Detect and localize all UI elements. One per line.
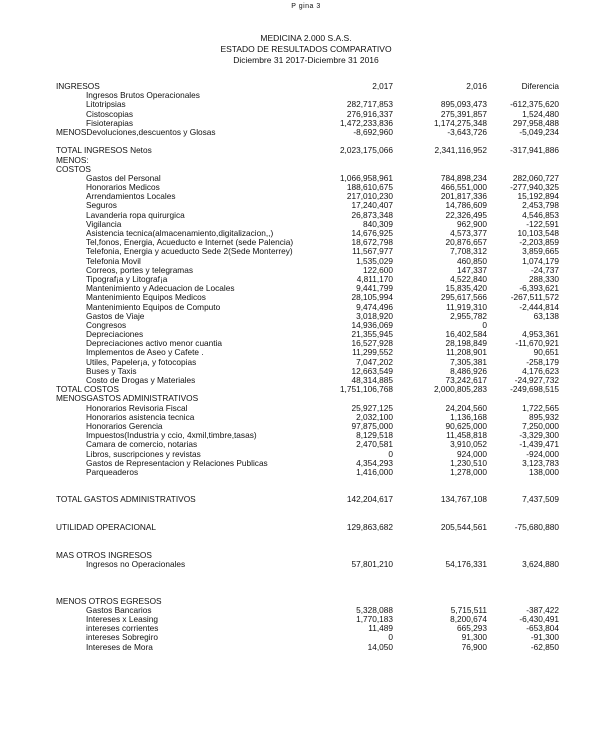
company-name: MEDICINA 2.000 S.A.S.: [260, 33, 352, 43]
statement-row: [0, 82, 612, 91]
value-difference: 1,524,480: [522, 108, 559, 119]
value-difference: -62,850: [530, 641, 559, 652]
statement-row: [0, 633, 612, 642]
statement-row: [0, 146, 612, 155]
row-label: Parqueaderos: [86, 467, 139, 477]
value-difference: Diferencia: [521, 81, 559, 91]
value-2017: 282,717,853: [346, 99, 393, 110]
value-2016: 3,910,052: [450, 439, 487, 450]
value-2017: 2,470,581: [356, 439, 393, 450]
value-2016: -3,643,726: [447, 126, 487, 137]
statement-row: [0, 266, 612, 275]
value-difference: -1,439,471: [519, 439, 559, 450]
value-2016: 11,919,310: [446, 301, 487, 312]
value-2016: 134,767,108: [440, 494, 487, 505]
value-2016: 11,208,901: [446, 347, 487, 358]
value-difference: -2,444,814: [519, 301, 559, 312]
value-2016: 1,136,168: [450, 411, 487, 422]
statement-row: [0, 404, 612, 413]
statement-row: [0, 615, 612, 624]
value-difference: 1,074,179: [522, 255, 559, 266]
value-difference: 4,546,853: [522, 209, 559, 220]
value-2016: 8,200,674: [450, 613, 487, 624]
value-difference: 63,138: [533, 310, 559, 321]
row-label: MENOSGASTOS ADMINISTRATIVOS: [56, 394, 199, 404]
value-difference: -612,375,620: [510, 99, 559, 110]
value-difference: 2,453,798: [522, 200, 559, 211]
value-2016: 1,230,510: [450, 457, 487, 468]
statement-row: [0, 201, 612, 210]
value-2017: 2,023,175,066: [339, 145, 393, 156]
row-label: Mantenimiento Equipos de Computo: [86, 302, 221, 312]
row-label: TOTAL COSTOS: [56, 385, 119, 395]
row-label: Vigilancia: [86, 219, 122, 229]
value-2017: 25,927,125: [351, 402, 393, 413]
value-2016: 147,337: [457, 264, 487, 275]
statement-row: [0, 394, 612, 403]
row-label: MENOSDevoluciones,descuentos y Glosas: [56, 127, 216, 137]
value-difference: -277,940,325: [510, 182, 559, 193]
value-2016: 7,305,381: [450, 356, 487, 367]
statement-row: [0, 238, 612, 247]
value-2016: 466,551,000: [440, 182, 487, 193]
statement-row: [0, 495, 612, 504]
row-label: MENOS:: [56, 155, 89, 165]
row-label: intereses Sobregiro: [86, 633, 158, 643]
value-difference: -24,737: [530, 264, 559, 275]
value-2017: 0: [388, 632, 393, 643]
value-difference: 4,953,361: [522, 329, 559, 340]
row-label: Honorarios asistencia tecnica: [86, 412, 195, 422]
value-2016: 20,876,657: [445, 237, 487, 248]
row-label: Tel,fonos, Energia, Acueducto e Internet (sede Palencia): [86, 238, 294, 248]
row-label: TOTAL INGRESOS Netos: [56, 146, 152, 156]
row-label: Ingresos no Operacionales: [86, 559, 186, 569]
row-label: Camara de comercio, notarias: [86, 440, 198, 450]
value-difference: 10,103,548: [517, 228, 559, 238]
row-label: Costo de Drogas y Materiales: [86, 376, 196, 385]
value-2016: 11,458,818: [446, 430, 487, 441]
spacer: [0, 532, 612, 550]
value-difference: 3,859,665: [522, 246, 559, 257]
value-difference: 282,060,727: [512, 172, 559, 183]
statement-row: [0, 211, 612, 220]
statement-row: [0, 257, 612, 266]
value-2016: 22,326,495: [445, 209, 487, 220]
value-difference: 3,624,880: [522, 558, 559, 569]
value-2017: 142,204,617: [346, 494, 393, 505]
value-difference: -258,179: [526, 356, 559, 367]
statement-row: [0, 459, 612, 468]
value-2017: 188,610,675: [346, 182, 393, 193]
value-2016: 895,093,473: [440, 99, 487, 110]
value-difference: -317,941,886: [510, 145, 559, 156]
value-2017: 11,489: [368, 623, 393, 634]
row-label: Honorarios Gerencia: [86, 421, 163, 431]
value-difference: 90,651: [533, 347, 559, 358]
value-difference: -75,680,880: [514, 522, 559, 533]
value-2017: 28,105,994: [351, 292, 393, 303]
value-2017: 7,047,202: [356, 356, 393, 367]
value-2017: 11,567,977: [352, 246, 393, 257]
value-difference: 7,437,509: [522, 494, 559, 505]
value-2016: 7,708,312: [450, 246, 487, 257]
value-2017: 14,676,925: [351, 228, 393, 238]
value-difference: -24,927,732: [514, 375, 559, 385]
row-label: Intereses de Mora: [86, 642, 153, 652]
statement-row: [0, 643, 612, 652]
value-2016: 2,955,782: [450, 310, 487, 321]
page-number-label: P gina 3: [291, 3, 321, 10]
report-period: Diciembre 31 2017-Diciembre 31 2016: [233, 55, 379, 65]
value-2017: 97,875,000: [351, 420, 393, 431]
value-2016: 2,341,116,952: [434, 145, 487, 156]
row-label: Fisioterapias: [86, 118, 134, 128]
value-difference: -5,049,234: [519, 126, 559, 137]
row-label: Litotripsias: [86, 100, 126, 110]
row-label: intereses corrientes: [86, 624, 159, 634]
statement-row: [0, 339, 612, 348]
statement-row: [0, 156, 612, 165]
value-difference: -249,698,515: [510, 384, 559, 395]
statement-row: [0, 523, 612, 532]
row-label: Mantenimiento y Adecuacion de Locales: [86, 284, 235, 294]
value-2017: 1,751,106,768: [339, 384, 393, 395]
value-2017: 4,811,170: [356, 273, 393, 284]
row-label: UTILIDAD OPERACIONAL: [56, 523, 157, 533]
value-2016: 924,000: [457, 448, 487, 459]
value-difference: -924,000: [526, 448, 559, 459]
value-2016: 76,900: [461, 641, 487, 652]
value-2017: 4,354,293: [356, 457, 393, 468]
value-2016: 54,176,331: [445, 558, 487, 569]
row-label: Impuestos(Industria y ccio, 4xmil,timbre,tasas): [86, 431, 257, 441]
row-label: Depreciaciones activo menor cuantia: [86, 339, 223, 349]
value-2016: 73,242,617: [445, 375, 487, 385]
value-2017: 9,474,496: [356, 301, 393, 312]
row-label: Gastos del Personal: [86, 173, 161, 183]
value-2016: 15,835,420: [445, 283, 487, 294]
value-2016: 91,300: [461, 632, 487, 643]
value-2017: 3,018,920: [356, 310, 393, 321]
value-2017: 1,472,233,836: [339, 117, 393, 128]
row-label: Telefonia, Energia y acueducto Sede 2(Sede Monterrey): [86, 247, 293, 257]
value-2016: 665,293: [457, 623, 487, 634]
statement-row: [0, 247, 612, 256]
row-label: Congresos: [86, 320, 127, 330]
value-difference: 15,192,894: [517, 191, 559, 202]
value-difference: 7,250,000: [522, 420, 559, 431]
row-label: Tipograf¡a y Litograf¡a: [86, 274, 168, 284]
value-2017: 276,916,337: [346, 108, 393, 119]
value-2017: 12,663,549: [351, 365, 393, 376]
value-2017: 0: [388, 448, 393, 459]
row-label: Ingresos Brutos Operacionales: [86, 91, 200, 101]
statement-row: [0, 358, 612, 367]
value-2017: 1,535,029: [356, 255, 393, 266]
statement-row: [0, 128, 612, 137]
row-label: Gastos Bancarios: [86, 605, 152, 615]
value-2017: 217,010,230: [346, 191, 393, 202]
spacer: [0, 587, 612, 596]
value-2017: 122,600: [363, 264, 393, 275]
value-2016: 2,000,805,283: [433, 384, 487, 395]
value-difference: -267,511,572: [510, 292, 559, 303]
row-label: Gastos de Representacion y Relaciones Publicas: [86, 458, 268, 468]
value-2016: 962,900: [457, 218, 487, 229]
row-label: Correos, portes y telegramas: [86, 265, 193, 275]
value-2017: 840,309: [363, 218, 393, 229]
row-label: Arrendamientos Locales: [86, 192, 176, 202]
row-label: COSTOS: [56, 164, 91, 174]
value-2017: 11,299,552: [352, 347, 393, 358]
statement-row: [0, 468, 612, 477]
value-2016: 8,486,926: [450, 365, 487, 376]
value-2016: 14,786,609: [445, 200, 487, 211]
value-2016: 460,850: [457, 255, 487, 266]
row-label: Intereses x Leasing: [86, 614, 158, 624]
statement-row: [0, 440, 612, 449]
value-difference: 297,958,488: [512, 117, 559, 128]
row-label: Gastos de Viaje: [86, 311, 145, 321]
value-2017: -8,692,960: [353, 126, 393, 137]
row-label: Utiles, Papeler¡a, y fotocopias: [86, 357, 197, 367]
value-2017: 1,770,183: [356, 613, 393, 624]
value-difference: 895,932: [529, 411, 559, 422]
value-2017: 5,328,088: [356, 604, 393, 615]
value-2016: 28,198,849: [445, 338, 487, 349]
value-2016: 1,174,275,348: [433, 117, 487, 128]
row-label: Honorarios Revisoria Fiscal: [86, 403, 188, 413]
spacer: [0, 477, 612, 495]
value-2016: 4,573,377: [450, 228, 487, 238]
spacer: [0, 505, 612, 523]
value-2016: 24,204,560: [445, 402, 487, 413]
row-label: Buses y Taxis: [86, 366, 137, 376]
value-2017: 14,936,069: [351, 319, 393, 330]
value-2017: 16,527,928: [351, 338, 393, 349]
value-2016: 295,617,566: [440, 292, 487, 303]
value-difference: 1,722,565: [522, 402, 559, 413]
value-difference: -91,300: [530, 632, 559, 643]
statement-row: [0, 624, 612, 633]
value-difference: -653,804: [526, 623, 559, 634]
value-2016: 4,522,840: [450, 273, 487, 284]
value-difference: 288,330: [529, 273, 559, 284]
statement-row: [0, 321, 612, 330]
value-difference: -2,203,859: [519, 237, 559, 248]
value-2017: 9,441,799: [356, 283, 393, 294]
value-2016: 90,625,000: [445, 420, 487, 431]
statement-row: [0, 413, 612, 422]
row-label: Asistencia tecnica(almacenamiento,digitalizacion,,): [86, 229, 274, 238]
value-2017: 2,017: [372, 81, 393, 91]
value-difference: -6,430,491: [519, 613, 559, 624]
value-difference: 3,123,783: [522, 457, 559, 468]
row-label: Lavanderia ropa quirurgica: [86, 210, 185, 220]
value-difference: -3,329,300: [519, 430, 559, 441]
statement-row: [0, 100, 612, 109]
row-label: MAS OTROS INGRESOS: [56, 550, 152, 560]
statement-row: [0, 192, 612, 201]
value-2017: 1,066,958,961: [339, 172, 393, 183]
value-difference: -387,422: [526, 604, 559, 615]
value-2016: 784,898,234: [440, 172, 487, 183]
value-2016: 16,402,584: [445, 329, 487, 340]
statement-row: [0, 560, 612, 569]
row-label: TOTAL GASTOS ADMINISTRATIVOS: [56, 495, 196, 505]
value-2017: 57,801,210: [351, 558, 393, 569]
row-label: Depreciaciones: [86, 330, 144, 340]
value-2016: 1,278,000: [450, 466, 487, 477]
value-2016: 2,016: [466, 81, 487, 91]
statement-row: [0, 312, 612, 321]
value-2016: 275,391,857: [440, 108, 487, 119]
spacer: [0, 569, 612, 587]
value-difference: -122,591: [526, 218, 559, 229]
value-2017: 48,314,885: [351, 375, 393, 385]
row-label: Libros, suscripciones y revistas: [86, 449, 201, 459]
value-2017: 26,873,348: [351, 209, 393, 220]
value-2016: 205,544,561: [440, 522, 487, 533]
value-2017: 129,863,682: [346, 522, 393, 533]
value-difference: -11,670,921: [515, 338, 559, 349]
statement-row: [0, 551, 612, 560]
statement-row: [0, 385, 612, 394]
value-2017: 8,129,518: [356, 430, 393, 441]
value-2017: 1,416,000: [356, 466, 393, 477]
row-label: Mantenimiento Equipos Medicos: [86, 293, 206, 303]
report-title: ESTADO DE RESULTADOS COMPARATIVO: [220, 44, 392, 54]
value-difference: -6,393,621: [519, 283, 559, 294]
value-2016: 201,817,336: [440, 191, 487, 202]
value-2017: 14,050: [367, 641, 393, 652]
row-label: INGRESOS: [56, 82, 100, 91]
value-2017: 21,355,945: [351, 329, 393, 340]
income-statement-table: [0, 82, 612, 652]
row-label: Telefonia Movil: [86, 256, 141, 266]
value-2016: 0: [482, 319, 487, 330]
value-2017: 2,032,100: [356, 411, 393, 422]
value-2016: 5,715,511: [450, 604, 487, 615]
row-label: Cistoscopias: [86, 109, 134, 119]
row-label: MENOS OTROS EGRESOS: [56, 596, 162, 606]
value-2017: 17,240,407: [351, 200, 393, 211]
value-difference: 4,176,623: [522, 365, 559, 376]
statement-row: [0, 348, 612, 357]
row-label: Seguros: [86, 201, 117, 211]
value-2017: 18,672,798: [351, 237, 393, 248]
statement-row: [0, 303, 612, 312]
row-label: Honorarios Medicos: [86, 183, 160, 193]
statement-row: [0, 597, 612, 606]
statement-row: [0, 450, 612, 459]
row-label: Implementos de Aseo y Cafete .: [86, 348, 204, 358]
value-difference: 138,000: [529, 466, 559, 477]
